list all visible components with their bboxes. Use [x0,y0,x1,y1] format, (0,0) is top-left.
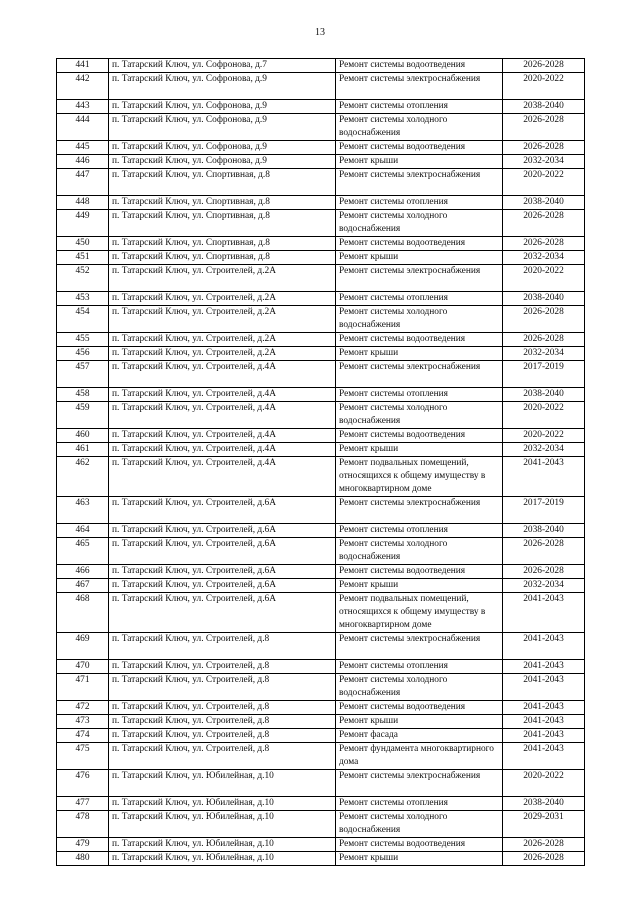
work-type-cell: Ремонт системы водоотведения [336,565,503,579]
period-cell: 2041-2043 [503,715,585,729]
address-cell: п. Татарский Ключ, ул. Строителей, д.6А [109,593,336,633]
table-row [57,660,585,674]
table-row [57,443,585,457]
repair-schedule-table [56,58,585,866]
row-number: 451 [57,251,109,265]
table-row [57,633,585,660]
row-number: 466 [57,565,109,579]
period-cell: 2041-2043 [503,729,585,743]
work-type-cell: Ремонт системы электроснабжения [336,770,503,797]
work-type-cell: Ремонт системы отопления [336,292,503,306]
table-row [57,155,585,169]
work-type-cell: Ремонт системы холодного водоснабжения [336,402,503,429]
address-cell: п. Татарский Ключ, ул. Софронова, д.7 [109,59,336,73]
address-cell: п. Татарский Ключ, ул. Софронова, д.9 [109,141,336,155]
work-type-cell: Ремонт фасада [336,729,503,743]
row-number: 469 [57,633,109,660]
work-type-cell: Ремонт подвальных помещений, относящихся к общему имуществу в многоквартирном доме [336,593,503,633]
page-number: 13 [315,27,325,38]
row-number: 448 [57,196,109,210]
row-number: 447 [57,169,109,196]
table-row [57,429,585,443]
table-row [57,497,585,524]
row-number: 446 [57,155,109,169]
table-row [57,73,585,100]
address-cell: п. Татарский Ключ, ул. Строителей, д.8 [109,729,336,743]
row-number: 458 [57,388,109,402]
period-cell: 2032-2034 [503,155,585,169]
period-cell: 2038-2040 [503,292,585,306]
work-type-cell: Ремонт системы электроснабжения [336,169,503,196]
row-number: 455 [57,333,109,347]
work-type-cell: Ремонт крыши [336,155,503,169]
table-row [57,729,585,743]
work-type-cell: Ремонт системы холодного водоснабжения [336,811,503,838]
address-cell: п. Татарский Ключ, ул. Софронова, д.9 [109,73,336,100]
work-type-cell: Ремонт системы отопления [336,196,503,210]
row-number: 443 [57,100,109,114]
table-row [57,838,585,852]
address-cell: п. Татарский Ключ, ул. Строителей, д.2А [109,306,336,333]
work-type-cell: Ремонт системы отопления [336,797,503,811]
table-row [57,237,585,251]
row-number: 471 [57,674,109,701]
address-cell: п. Татарский Ключ, ул. Юбилейная, д.10 [109,811,336,838]
address-cell: п. Татарский Ключ, ул. Строителей, д.4А [109,402,336,429]
work-type-cell: Ремонт системы холодного водоснабжения [336,210,503,237]
row-number: 470 [57,660,109,674]
table-row [57,265,585,292]
row-number: 473 [57,715,109,729]
table-row [57,347,585,361]
address-cell: п. Татарский Ключ, ул. Строителей, д.4А [109,443,336,457]
row-number: 477 [57,797,109,811]
table-row [57,306,585,333]
row-number: 467 [57,579,109,593]
row-number: 453 [57,292,109,306]
table-row [57,593,585,633]
table-row [57,388,585,402]
work-type-cell: Ремонт крыши [336,579,503,593]
row-number: 445 [57,141,109,155]
address-cell: п. Татарский Ключ, ул. Строителей, д.2А [109,333,336,347]
row-number: 456 [57,347,109,361]
address-cell: п. Татарский Ключ, ул. Спортивная, д.8 [109,237,336,251]
period-cell: 2032-2034 [503,251,585,265]
table-row [57,114,585,141]
address-cell: п. Татарский Ключ, ул. Спортивная, д.8 [109,196,336,210]
work-type-cell: Ремонт системы электроснабжения [336,73,503,100]
table-row [57,210,585,237]
period-cell: 2041-2043 [503,457,585,497]
work-type-cell: Ремонт системы отопления [336,388,503,402]
period-cell: 2026-2028 [503,114,585,141]
period-cell: 2038-2040 [503,797,585,811]
address-cell: п. Татарский Ключ, ул. Строителей, д.8 [109,633,336,660]
period-cell: 2026-2028 [503,59,585,73]
period-cell: 2038-2040 [503,388,585,402]
work-type-cell: Ремонт крыши [336,251,503,265]
work-type-cell: Ремонт системы отопления [336,100,503,114]
row-number: 478 [57,811,109,838]
work-type-cell: Ремонт системы холодного водоснабжения [336,114,503,141]
table-row [57,457,585,497]
row-number: 444 [57,114,109,141]
work-type-cell: Ремонт системы электроснабжения [336,497,503,524]
period-cell: 2026-2028 [503,852,585,866]
address-cell: п. Татарский Ключ, ул. Строителей, д.6А [109,497,336,524]
table-row [57,674,585,701]
work-type-cell: Ремонт крыши [336,852,503,866]
table-row [57,196,585,210]
period-cell: 2026-2028 [503,538,585,565]
address-cell: п. Татарский Ключ, ул. Спортивная, д.8 [109,251,336,265]
work-type-cell: Ремонт системы водоотведения [336,141,503,155]
period-cell: 2032-2034 [503,347,585,361]
address-cell: п. Татарский Ключ, ул. Строителей, д.4А [109,457,336,497]
period-cell: 2026-2028 [503,333,585,347]
work-type-cell: Ремонт системы водоотведения [336,237,503,251]
address-cell: п. Татарский Ключ, ул. Строителей, д.6А [109,538,336,565]
table-row [57,100,585,114]
period-cell: 2020-2022 [503,265,585,292]
address-cell: п. Татарский Ключ, ул. Строителей, д.8 [109,701,336,715]
period-cell: 2026-2028 [503,237,585,251]
period-cell: 2038-2040 [503,100,585,114]
table-row [57,524,585,538]
row-number: 442 [57,73,109,100]
work-type-cell: Ремонт системы отопления [336,524,503,538]
table-row [57,797,585,811]
row-number: 476 [57,770,109,797]
address-cell: п. Татарский Ключ, ул. Юбилейная, д.10 [109,838,336,852]
row-number: 472 [57,701,109,715]
period-cell: 2020-2022 [503,402,585,429]
period-cell: 2026-2028 [503,838,585,852]
address-cell: п. Татарский Ключ, ул. Спортивная, д.8 [109,210,336,237]
period-cell: 2041-2043 [503,674,585,701]
table-row [57,811,585,838]
table-row [57,770,585,797]
table-row [57,292,585,306]
work-type-cell: Ремонт крыши [336,347,503,361]
table-row [57,169,585,196]
period-cell: 2026-2028 [503,141,585,155]
address-cell: п. Татарский Ключ, ул. Строителей, д.2А [109,292,336,306]
address-cell: п. Татарский Ключ, ул. Юбилейная, д.10 [109,770,336,797]
row-number: 454 [57,306,109,333]
work-type-cell: Ремонт системы водоотведения [336,59,503,73]
row-number: 468 [57,593,109,633]
table-row [57,565,585,579]
row-number: 450 [57,237,109,251]
address-cell: п. Татарский Ключ, ул. Строителей, д.4А [109,388,336,402]
row-number: 479 [57,838,109,852]
row-number: 475 [57,743,109,770]
period-cell: 2026-2028 [503,210,585,237]
table-row [57,701,585,715]
work-type-cell: Ремонт подвальных помещений, относящихся к общему имуществу в многоквартирном доме [336,457,503,497]
table-body [57,59,585,866]
period-cell: 2038-2040 [503,524,585,538]
work-type-cell: Ремонт крыши [336,443,503,457]
table-row [57,402,585,429]
table-row [57,59,585,73]
period-cell: 2032-2034 [503,579,585,593]
table-row [57,743,585,770]
period-cell: 2041-2043 [503,701,585,715]
row-number: 460 [57,429,109,443]
row-number: 459 [57,402,109,429]
address-cell: п. Татарский Ключ, ул. Спортивная, д.8 [109,169,336,196]
period-cell: 2026-2028 [503,306,585,333]
work-type-cell: Ремонт системы электроснабжения [336,265,503,292]
row-number: 464 [57,524,109,538]
work-type-cell: Ремонт фундамента многоквартирного дома [336,743,503,770]
address-cell: п. Татарский Ключ, ул. Софронова, д.9 [109,114,336,141]
period-cell: 2020-2022 [503,770,585,797]
work-type-cell: Ремонт системы холодного водоснабжения [336,674,503,701]
work-type-cell: Ремонт системы отопления [336,660,503,674]
work-type-cell: Ремонт системы водоотведения [336,838,503,852]
address-cell: п. Татарский Ключ, ул. Строителей, д.8 [109,674,336,701]
table-row [57,538,585,565]
row-number: 449 [57,210,109,237]
work-type-cell: Ремонт системы водоотведения [336,429,503,443]
period-cell: 2020-2022 [503,429,585,443]
work-type-cell: Ремонт системы электроснабжения [336,633,503,660]
row-number: 463 [57,497,109,524]
period-cell: 2032-2034 [503,443,585,457]
row-number: 452 [57,265,109,292]
table-row [57,852,585,866]
table-row [57,251,585,265]
address-cell: п. Татарский Ключ, ул. Строителей, д.4А [109,429,336,443]
period-cell: 2020-2022 [503,169,585,196]
address-cell: п. Татарский Ключ, ул. Юбилейная, д.10 [109,852,336,866]
address-cell: п. Татарский Ключ, ул. Софронова, д.9 [109,100,336,114]
row-number: 461 [57,443,109,457]
work-type-cell: Ремонт системы водоотведения [336,333,503,347]
period-cell: 2017-2019 [503,361,585,388]
period-cell: 2041-2043 [503,633,585,660]
period-cell: 2038-2040 [503,196,585,210]
address-cell: п. Татарский Ключ, ул. Строителей, д.6А [109,524,336,538]
row-number: 441 [57,59,109,73]
period-cell: 2017-2019 [503,497,585,524]
row-number: 474 [57,729,109,743]
address-cell: п. Татарский Ключ, ул. Строителей, д.6А [109,579,336,593]
row-number: 465 [57,538,109,565]
address-cell: п. Татарский Ключ, ул. Строителей, д.4А [109,361,336,388]
address-cell: п. Татарский Ключ, ул. Строителей, д.2А [109,347,336,361]
table-row [57,715,585,729]
address-cell: п. Татарский Ключ, ул. Софронова, д.9 [109,155,336,169]
address-cell: п. Татарский Ключ, ул. Юбилейная, д.10 [109,797,336,811]
row-number: 457 [57,361,109,388]
work-type-cell: Ремонт системы холодного водоснабжения [336,306,503,333]
period-cell: 2026-2028 [503,565,585,579]
row-number: 480 [57,852,109,866]
period-cell: 2041-2043 [503,743,585,770]
period-cell: 2020-2022 [503,73,585,100]
row-number: 462 [57,457,109,497]
address-cell: п. Татарский Ключ, ул. Строителей, д.6А [109,565,336,579]
address-cell: п. Татарский Ключ, ул. Строителей, д.2А [109,265,336,292]
period-cell: 2041-2043 [503,593,585,633]
table-row [57,579,585,593]
work-type-cell: Ремонт крыши [336,715,503,729]
address-cell: п. Татарский Ключ, ул. Строителей, д.8 [109,715,336,729]
table-row [57,141,585,155]
period-cell: 2041-2043 [503,660,585,674]
work-type-cell: Ремонт системы холодного водоснабжения [336,538,503,565]
work-type-cell: Ремонт системы электроснабжения [336,361,503,388]
address-cell: п. Татарский Ключ, ул. Строителей, д.8 [109,743,336,770]
table-row [57,333,585,347]
period-cell: 2029-2031 [503,811,585,838]
address-cell: п. Татарский Ключ, ул. Строителей, д.8 [109,660,336,674]
work-type-cell: Ремонт системы водоотведения [336,701,503,715]
table-row [57,361,585,388]
